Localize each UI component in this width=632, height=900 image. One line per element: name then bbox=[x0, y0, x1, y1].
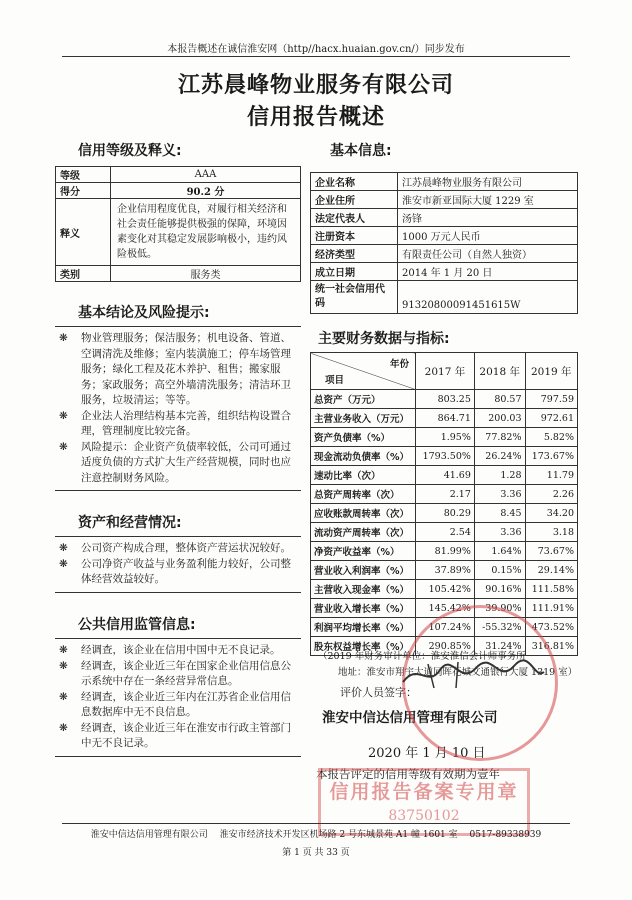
conclusion-item bbox=[55, 409, 301, 440]
financial-value: 3.36 bbox=[474, 485, 525, 504]
financial-value: 1.64% bbox=[474, 542, 525, 561]
financial-metric-label: 资产负债率（%） bbox=[311, 428, 416, 447]
evaluator-label: 评价人员签字： bbox=[340, 686, 417, 699]
grade-meaning-label: 释义 bbox=[56, 199, 111, 266]
financial-metric-label: 利润平均增长率（%） bbox=[311, 618, 416, 637]
financial-metric-label: 流动资产周转率（次） bbox=[311, 523, 416, 542]
financial-value: -55.32% bbox=[474, 618, 525, 637]
conclusion-box bbox=[55, 326, 301, 491]
financial-value: 173.67% bbox=[525, 447, 577, 466]
bullet-mark: ❋ bbox=[59, 721, 68, 734]
info-label: 企业名称 bbox=[311, 173, 398, 191]
financial-row bbox=[311, 523, 578, 542]
financial-row bbox=[311, 390, 578, 409]
address-note: 地址：淮安市翔宇大道同晖花城文通银行大厦 1319 室） bbox=[338, 667, 578, 678]
assets-item bbox=[55, 557, 301, 588]
bullet-mark: ❋ bbox=[59, 644, 68, 656]
financial-value: 77.82% bbox=[474, 428, 525, 447]
financial-value: 1793.50% bbox=[416, 447, 475, 466]
info-value: 汤锋 bbox=[398, 209, 578, 227]
bullet-mark: ❋ bbox=[59, 332, 68, 344]
financial-value: 972.61 bbox=[525, 409, 577, 428]
info-row bbox=[311, 191, 578, 209]
info-row bbox=[311, 245, 578, 263]
financial-value: 105.42% bbox=[416, 580, 475, 599]
assets-text: 公司资产构成合理，整体资产营运状况较好。 bbox=[81, 542, 291, 554]
financial-row bbox=[311, 504, 578, 523]
assets-text: 公司净资产收益与业务盈利能力较好，公司整体经营效益较好。 bbox=[81, 557, 291, 585]
info-row bbox=[311, 263, 578, 281]
financial-value: 80.57 bbox=[474, 390, 525, 409]
corner-year-label: 年份 bbox=[389, 359, 409, 370]
section-supervision-title: 公共信用监管信息: bbox=[78, 617, 196, 633]
conclusion-item bbox=[55, 440, 301, 487]
financial-metric-label: 总资产（万元） bbox=[311, 390, 416, 409]
financial-metric-label: 营业收入利润率（%） bbox=[311, 561, 416, 580]
financial-value: 1.95% bbox=[416, 428, 475, 447]
header-note: 本报告概述在诚信淮安网（http//hacx.huaian.gov.cn/）同步发布 bbox=[167, 44, 465, 55]
financial-row bbox=[311, 542, 578, 561]
info-row bbox=[311, 281, 578, 314]
financial-value: 31.24% bbox=[474, 637, 525, 656]
financial-value: 107.24% bbox=[416, 618, 475, 637]
financial-value: 11.79 bbox=[525, 466, 577, 485]
info-value: 淮安市新亚国际大厦 1229 室 bbox=[398, 191, 578, 209]
year-header: 2018 年 bbox=[474, 353, 525, 390]
financial-value: 3.36 bbox=[474, 523, 525, 542]
grade-table bbox=[55, 166, 301, 282]
corner-item-label: 项目 bbox=[325, 375, 345, 386]
assets-box bbox=[55, 536, 301, 593]
grade-meaning-value: 企业信用程度优良，对履行相关经济和社会责任能够提供极强的保障，环境因素变化对其稳定发展影响极小，违约风险极低。 bbox=[111, 199, 301, 266]
year-header: 2017 年 bbox=[416, 353, 475, 390]
header-divider bbox=[62, 56, 570, 57]
info-row bbox=[311, 227, 578, 245]
financial-value: 1.28 bbox=[474, 466, 525, 485]
info-label: 法定代表人 bbox=[311, 209, 398, 227]
financial-value: 0.15% bbox=[474, 561, 525, 580]
supervision-text: 经调查，该企业在信用中国中无不良记录。 bbox=[81, 644, 281, 656]
grade-score-value: 90.2 分 bbox=[111, 183, 301, 199]
financial-header-row bbox=[311, 353, 578, 390]
grade-category-label: 类别 bbox=[56, 266, 111, 282]
bullet-mark: ❋ bbox=[59, 542, 68, 554]
financial-metric-label: 现金流动负债率（%） bbox=[311, 447, 416, 466]
financial-value: 29.14% bbox=[525, 561, 577, 580]
info-label: 经济类型 bbox=[311, 245, 398, 263]
financial-row bbox=[311, 485, 578, 504]
grade-row-score bbox=[56, 183, 301, 199]
financial-table bbox=[310, 352, 578, 656]
supervision-item bbox=[55, 643, 301, 659]
info-value: 1000 万元人民币 bbox=[398, 227, 578, 245]
financial-value: 2.54 bbox=[416, 523, 475, 542]
financial-value: 803.25 bbox=[416, 390, 475, 409]
report-date: 2020 年 1 月 10 日 bbox=[368, 746, 486, 761]
conclusion-text: 风险提示：企业资产负债率较低，公司可通过适度负债的方式扩大生产经营规模，同时也应注意控制财务风险。 bbox=[81, 440, 291, 484]
grade-category-value: 服务类 bbox=[111, 266, 301, 282]
grade-row-meaning bbox=[56, 199, 301, 266]
financial-value: 8.45 bbox=[474, 504, 525, 523]
financial-value: 797.59 bbox=[525, 390, 577, 409]
info-value: 91320800091451615W bbox=[398, 281, 578, 314]
financial-value: 73.67% bbox=[525, 542, 577, 561]
financial-value: 145.42% bbox=[416, 599, 475, 618]
financial-value: 111.91% bbox=[525, 599, 577, 618]
info-value: 2014 年 1 月 20 日 bbox=[398, 263, 578, 281]
financial-value: 111.58% bbox=[525, 580, 577, 599]
financial-metric-label: 主营业务收入（万元） bbox=[311, 409, 416, 428]
grade-level-label: 等级 bbox=[56, 167, 111, 183]
grade-score-label: 得分 bbox=[56, 183, 111, 199]
filing-stamp bbox=[318, 768, 530, 836]
page-number: 第 1 页 共 33 页 bbox=[282, 848, 350, 858]
info-value: 江苏晨峰物业服务有限公司 bbox=[398, 173, 578, 191]
footer-divider bbox=[62, 823, 570, 824]
financial-value: 5.82% bbox=[525, 428, 577, 447]
section-grade-title: 信用等级及释义: bbox=[78, 143, 182, 159]
grade-row-level bbox=[56, 167, 301, 183]
financial-value: 39.90% bbox=[474, 599, 525, 618]
financial-row bbox=[311, 466, 578, 485]
financial-metric-label: 总资产周转率（次） bbox=[311, 485, 416, 504]
supervision-text: 经调查，该企业近三年内在江苏省企业信用信息数据库中无不良信息。 bbox=[81, 690, 291, 718]
financial-value: 2.26 bbox=[525, 485, 577, 504]
supervision-item bbox=[55, 721, 301, 752]
financial-metric-label: 应收账款周转率（次） bbox=[311, 504, 416, 523]
financial-metric-label: 速动比率（次） bbox=[311, 466, 416, 485]
section-conclusion-title: 基本结论及风险提示: bbox=[78, 305, 210, 321]
year-header: 2019 年 bbox=[525, 353, 577, 390]
footer-address: 淮安中信达信用管理有限公司 淮安市经济技术开发区机场路 2 号东城景苑 A1 幢 1601 室 0517-89338939 bbox=[90, 830, 542, 840]
info-label: 成立日期 bbox=[311, 263, 398, 281]
financial-row bbox=[311, 428, 578, 447]
audit-note: （2019 年财务审计单位：淮安淮信会计师事务所 bbox=[318, 651, 526, 662]
bullet-mark: ❋ bbox=[59, 409, 68, 422]
financial-value: 3.18 bbox=[525, 523, 577, 542]
info-row bbox=[311, 209, 578, 227]
supervision-box bbox=[55, 638, 301, 757]
bullet-mark: ❋ bbox=[59, 659, 68, 672]
info-label: 企业住所 bbox=[311, 191, 398, 209]
supervision-item bbox=[55, 690, 301, 721]
financial-row bbox=[311, 580, 578, 599]
assets-item bbox=[55, 541, 301, 557]
conclusion-text: 企业法人治理结构基本完善，组织结构设置合理，管理制度比较完备。 bbox=[81, 409, 291, 437]
financial-value: 473.52% bbox=[525, 618, 577, 637]
financial-row bbox=[311, 447, 578, 466]
validity-note: 本报告评定的信用等级有效期为壹年 bbox=[316, 767, 500, 781]
bullet-mark: ❋ bbox=[59, 690, 68, 703]
financial-value: 41.69 bbox=[416, 466, 475, 485]
section-assets-title: 资产和经营情况: bbox=[78, 515, 182, 531]
financial-value: 81.99% bbox=[416, 542, 475, 561]
financial-value: 864.71 bbox=[416, 409, 475, 428]
conclusion-item bbox=[55, 331, 301, 409]
financial-value: 290.85% bbox=[416, 637, 475, 656]
supervision-text: 经调查，该企业近三年在国家企业信用信息公示系统中存在一条经营异常信息。 bbox=[81, 659, 291, 687]
financial-value: 80.29 bbox=[416, 504, 475, 523]
bullet-mark: ❋ bbox=[59, 440, 68, 453]
stamp-text-code: 83750102 bbox=[388, 808, 460, 824]
section-financial-title: 主要财务数据与指标: bbox=[318, 331, 450, 347]
financial-value: 90.16% bbox=[474, 580, 525, 599]
financial-value: 2.17 bbox=[416, 485, 475, 504]
info-row bbox=[311, 173, 578, 191]
grade-row-category bbox=[56, 266, 301, 282]
handwritten-signature bbox=[398, 658, 548, 692]
financial-row bbox=[311, 409, 578, 428]
financial-value: 37.89% bbox=[416, 561, 475, 580]
organization-name: 淮安中信达信用管理有限公司 bbox=[322, 710, 498, 726]
financial-value: 34.20 bbox=[525, 504, 577, 523]
financial-corner-cell bbox=[311, 353, 416, 390]
info-label: 注册资本 bbox=[311, 227, 398, 245]
financial-value: 26.24% bbox=[474, 447, 525, 466]
conclusion-text: 物业管理服务；保洁服务；机电设备、管道、空调清洗及维修；室内装潢施工；停车场管理服务；绿化工程及花木养护、租售；搬家服务；家政服务；高空外墙清洗服务；清洁环卫服务，垃圾清运；等等。 bbox=[81, 332, 291, 406]
report-title: 信用报告概述 bbox=[246, 105, 385, 130]
financial-row bbox=[311, 561, 578, 580]
financial-value: 316.81% bbox=[525, 637, 577, 656]
stamp-text-main: 信用报告备案专用章 bbox=[329, 781, 519, 803]
financial-metric-label: 净资产收益率（%） bbox=[311, 542, 416, 561]
company-title: 江苏晨峰物业服务有限公司 bbox=[177, 73, 454, 98]
grade-level-value: AAA bbox=[111, 167, 301, 183]
financial-metric-label: 主营收入现金率（%） bbox=[311, 580, 416, 599]
supervision-item bbox=[55, 659, 301, 690]
supervision-text: 经调查，该企业近三年在淮安市行政主管部门中无不良记录。 bbox=[81, 721, 291, 749]
bullet-mark: ❋ bbox=[59, 557, 68, 570]
section-basic-title: 基本信息: bbox=[330, 143, 392, 159]
financial-value: 200.03 bbox=[474, 409, 525, 428]
financial-metric-label: 营业收入增长率（%） bbox=[311, 599, 416, 618]
info-value: 有限责任公司（自然人独资） bbox=[398, 245, 578, 263]
info-label: 统一社会信用代码 bbox=[311, 281, 398, 314]
financial-metric-label: 股东权益增长率（%） bbox=[311, 637, 416, 656]
basic-info-table bbox=[310, 172, 578, 314]
